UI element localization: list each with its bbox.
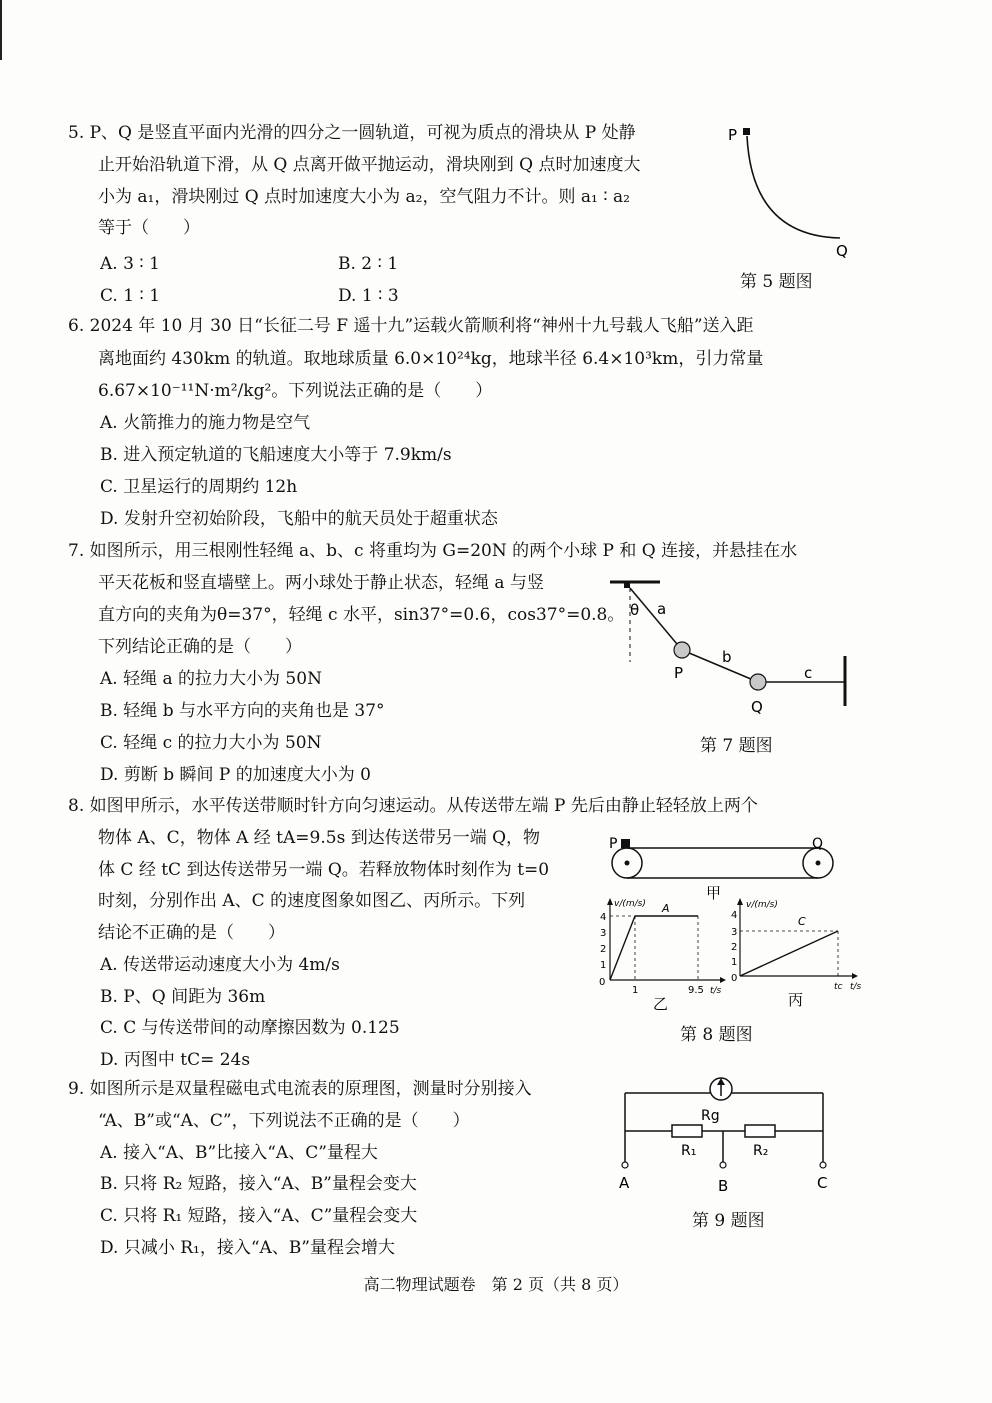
- q8-yi-y-arrow: [607, 898, 613, 905]
- q9-label-r1: R₁: [681, 1143, 697, 1159]
- q8-stem-line-2: 物体 A、C，物体 A 经 tA=9.5s 到达传送带另一端 Q，物: [98, 828, 541, 848]
- q8-stem-line-4: 时刻，分别作出 A、C 的速度图象如图乙、丙所示。下列: [98, 891, 526, 911]
- q8-option-c: C. C 与传送带间的动摩擦因数为 0.125: [100, 1018, 400, 1038]
- q7-hook: [624, 582, 630, 588]
- q8-yi-ytick-3: 3: [600, 928, 607, 939]
- q8-bing-ramp: [740, 931, 838, 976]
- q7-stem-line-4: 下列结论正确的是（ ）: [98, 637, 302, 657]
- q9-stem-line-2: “A、B”或“A、C”，下列说法不正确的是（ ）: [98, 1111, 470, 1131]
- q8-bing-ylabel: v/(m/s): [746, 900, 778, 910]
- q8-yi-ramp: [610, 916, 635, 980]
- q5-option-c: C. 1 ∶ 1: [100, 286, 161, 306]
- q6-stem-line-2: 离地面约 430km 的轨道。取地球质量 6.0×10²⁴kg，地球半径 6.4×10³km，引力常量: [98, 349, 764, 369]
- q8-stem-line-1: 8. 如图甲所示，水平传送带顺时针方向匀速运动。从传送带左端 P 先后由静止轻轻放上两个: [68, 796, 758, 816]
- q8-graph-yi: [590, 895, 728, 1013]
- q9-option-a: A. 接入“A、B”比接入“A、C”量程大: [100, 1143, 378, 1163]
- q6-option-c: C. 卫星运行的周期约 12h: [100, 477, 298, 497]
- q5-caption: 第 5 题图: [740, 272, 813, 292]
- q9-label-r2: R₂: [753, 1143, 769, 1159]
- q7-figure-rope-balls: [600, 570, 860, 720]
- q9-option-b: B. 只将 R₂ 短路，接入“A、B”量程会变大: [100, 1174, 417, 1194]
- q9-caption: 第 9 题图: [692, 1211, 765, 1231]
- q8-option-d: D. 丙图中 tC= 24s: [100, 1050, 251, 1070]
- q8-bing-xtick-tc: tc: [834, 982, 843, 992]
- q8-bing-name: 丙: [788, 991, 804, 1009]
- q7-ball-p: [674, 642, 690, 658]
- q7-label-theta: θ: [630, 601, 640, 619]
- q6-option-a: A. 火箭推力的施力物是空气: [100, 413, 311, 433]
- q9-stem-line-1: 9. 如图所示是双量程磁电式电流表的原理图，测量时分别接入: [68, 1079, 532, 1099]
- q7-option-b: B. 轻绳 b 与水平方向的夹角也是 37°: [100, 701, 385, 721]
- q7-option-c: C. 轻绳 c 的拉力大小为 50N: [100, 733, 322, 753]
- q5-figure-quarter-track: [720, 118, 880, 268]
- q7-label-p: P: [674, 664, 684, 682]
- q8-yi-x-arrow: [720, 977, 726, 983]
- q9-terminal-b: [720, 1162, 726, 1168]
- q5-option-b: B. 2 ∶ 1: [338, 254, 399, 274]
- q8-yi-xlabel: t/s: [710, 986, 722, 996]
- q5-stem-line-4: 等于（ ）: [98, 218, 200, 238]
- q9-label-c: C: [817, 1174, 828, 1192]
- q9-resistor-r2: [745, 1125, 775, 1137]
- q5-stem-line-1: 5. P、Q 是竖直平面内光滑的四分之一圆轨道，可视为质点的滑块从 P 处静: [68, 123, 636, 143]
- q8-label-q: Q: [812, 836, 824, 852]
- q5-label-q: Q: [836, 242, 848, 260]
- q8-yi-ytick-4: 4: [600, 912, 607, 923]
- page-footer: 高二物理试题卷 第 2 页（共 8 页）: [363, 1275, 629, 1294]
- q8-left-axle: [625, 861, 630, 866]
- q8-graph-bing: [728, 895, 868, 1013]
- q9-label-b: B: [718, 1177, 729, 1195]
- q8-option-b: B. P、Q 间距为 36m: [100, 987, 266, 1007]
- q7-rope-a: [630, 588, 682, 650]
- q5-stem-line-2: 止开始沿轨道下滑，从 Q 点离开做平抛运动，滑块刚到 Q 点时加速度大: [98, 155, 641, 175]
- q7-rope-b: [682, 650, 758, 682]
- q5-track-arc: [747, 136, 840, 238]
- q8-bing-ytick-3: 3: [731, 927, 738, 938]
- q7-stem-line-1: 7. 如图所示，用三根刚性轻绳 a、b、c 将重均为 G=20N 的两个小球 P 和 Q 连接，并悬挂在水: [68, 541, 798, 561]
- q5-option-d: D. 1 ∶ 3: [338, 286, 399, 306]
- q8-yi-xtick-1: 1: [632, 985, 639, 996]
- q8-bing-xlabel: t/s: [850, 982, 862, 992]
- q8-label-p: P: [609, 836, 618, 852]
- q8-bing-curve-label: C: [798, 915, 806, 928]
- q9-label-a: A: [619, 1174, 630, 1192]
- q8-yi-ytick-2: 2: [600, 944, 607, 955]
- q6-stem-line-3: 6.67×10⁻¹¹N·m²/kg²。下列说法正确的是（ ）: [98, 381, 493, 401]
- q7-caption: 第 7 题图: [700, 736, 773, 756]
- q7-option-a: A. 轻绳 a 的拉力大小为 50N: [100, 669, 322, 689]
- q7-stem-line-3: 直方向的夹角为θ=37°，轻绳 c 水平，sin37°=0.6，cos37°=0.8。: [98, 605, 625, 625]
- q8-bing-y-arrow: [737, 898, 743, 905]
- q9-resistor-r1: [672, 1125, 702, 1137]
- q5-label-p: P: [728, 126, 738, 144]
- q9-figure-ammeter-circuit: [605, 1072, 845, 1200]
- q8-bing-ytick-0: 0: [731, 973, 738, 984]
- q8-stem-line-3: 体 C 经 tC 到达传送带另一端 Q。若释放物体时刻作为 t=0: [98, 860, 550, 880]
- q5-stem-line-3: 小为 a₁，滑块刚过 Q 点时加速度大小为 a₂，空气阻力不计。则 a₁ ∶ a₂: [98, 187, 630, 207]
- q7-label-q: Q: [751, 698, 763, 716]
- q7-label-c: c: [804, 664, 813, 682]
- q6-stem-line-1: 6. 2024 年 10 月 30 日“长征二号 F 遥十九”运载火箭顺利将“神州十九号载人飞船”送入距: [68, 316, 754, 336]
- q5-slider-block: [743, 128, 750, 135]
- q8-yi-xtick-95: 9.5: [688, 985, 704, 996]
- q8-bing-ytick-4: 4: [731, 910, 738, 921]
- q8-yi-name: 乙: [653, 995, 669, 1013]
- q8-right-axle: [816, 861, 821, 866]
- q8-object-block: [621, 839, 630, 848]
- q9-label-rg: Rg: [701, 1108, 720, 1124]
- q8-label-jia: 甲: [706, 884, 722, 902]
- q5-option-a: A. 3 ∶ 1: [100, 254, 160, 274]
- q7-option-d: D. 剪断 b 瞬间 P 的加速度大小为 0: [100, 765, 371, 785]
- q8-figure-jia-conveyor: [600, 832, 840, 902]
- q9-option-c: C. 只将 R₁ 短路，接入“A、C”量程会变大: [100, 1206, 418, 1226]
- q8-caption: 第 8 题图: [680, 1025, 753, 1045]
- q8-yi-ytick-1: 1: [600, 960, 607, 971]
- q9-option-d: D. 只减小 R₁，接入“A、B”量程会增大: [100, 1238, 396, 1258]
- q8-bing-ytick-2: 2: [731, 942, 738, 953]
- q8-stem-line-5: 结论不正确的是（ ）: [98, 923, 285, 943]
- q6-option-b: B. 进入预定轨道的飞船速度大小等于 7.9km/s: [100, 445, 452, 465]
- q7-stem-line-2: 平天花板和竖直墙壁上。两小球处于静止状态，轻绳 a 与竖: [98, 573, 544, 593]
- q8-yi-curve-label: A: [662, 902, 670, 915]
- q8-yi-ytick-0: 0: [599, 977, 606, 988]
- q9-terminal-c: [820, 1162, 826, 1168]
- q7-label-a: a: [657, 600, 667, 618]
- q8-bing-ytick-1: 1: [731, 957, 738, 968]
- q9-terminal-a: [622, 1162, 628, 1168]
- q7-label-b: b: [722, 648, 732, 666]
- binding-edge-line: [0, 0, 2, 60]
- q8-bing-x-arrow: [852, 973, 858, 979]
- q8-option-a: A. 传送带运动速度大小为 4m/s: [100, 955, 340, 975]
- q8-yi-ylabel: v/(m/s): [614, 899, 646, 909]
- q6-option-d: D. 发射升空初始阶段，飞船中的航天员处于超重状态: [100, 509, 498, 529]
- q7-ball-q: [750, 674, 766, 690]
